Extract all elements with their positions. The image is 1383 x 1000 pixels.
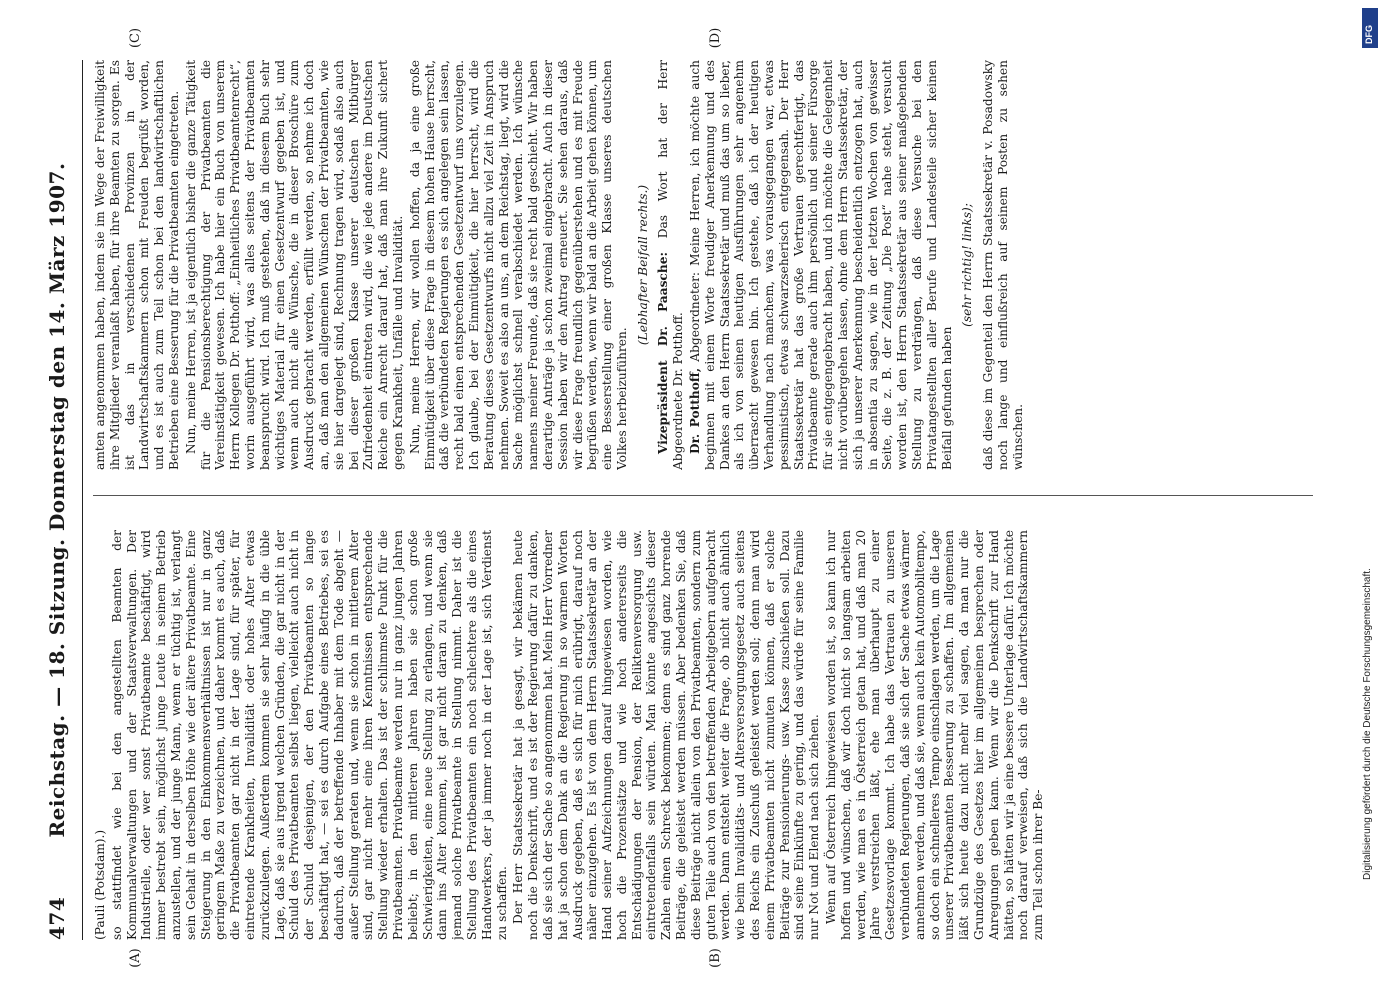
paragraph: Nun, meine Herren, wir wollen hoffen, da ja eine große Einmütigkeit über diese Frage in diesem hohen Hause herrscht, daß die verbündeten Regierungen es sich angelegen sein lassen, recht bald einen entsprechenden Gesetzentwurf uns vorzulegen. Ich glaube, bei der Einmütigkeit, die hier herrscht, wird die Beratung dieses Gesetzentwurfs nicht allzu viel Zeit in Anspruch nehmen. Soweit es also an uns, an dem Reichstag, liegt, wird die Sache möglichst schnell verabschiedet werden. Ich wünsche namens meiner Freunde, daß sie recht bald geschieht. Wir haben derartige Anträge ja schon zweimal eingebracht. Auch in dieser Session haben wir den Antrag erneuert. Sie sehen daraus, daß wir diese Frage freundlich gegenüberstehen und es mit Freude begrüßen werden, wenn wir bald an die Arbeit gehen können, um eine Besserstellung einer großen Klasse unseres deutschen Volkes herbeizuführen. xyxy=(407,60,629,470)
potthoff-speaker: Dr. Potthoff, xyxy=(688,367,703,454)
page-number: 474 xyxy=(45,896,69,940)
vice-president-speaker: Vizepräsident Dr. Paasche: xyxy=(656,252,671,454)
margin-letter-c: (C) xyxy=(128,27,143,49)
page-header xyxy=(45,60,73,940)
left-column xyxy=(93,530,1313,940)
running-title: Reichstag. — 18. Sitzung. Donnerstag den 14. März 1907. xyxy=(45,162,69,838)
paragraph: Der Herr Staatssekretär hat ja gesagt, wir bekämen heute noch die Denkschrift, und es ist der Regierung dafür zu danken, daß sie sich der Sache so angenommen hat. Mein Herr Vorredner hat ja schon dem Dank an die Regierung in so warmen Worten Ausdruck gegeben, daß es sich für mich erübrigt, darauf noch näher einzugehen. Es ist von dem Herrn Staatssekretär an der Hand seiner Aufzeichnungen darauf hingewiesen worden, wie hoch die Prozentsätze und wie hoch andererseits die Entschädigungen der Pension, der Reliktenversorgung usw. eintretendenfalls sein würden. Man könnte angesichts dieser Zahlen einen Schreck bekommen; denn es sind ganz horrende Beiträge, die geleistet werden müssen. Aber bedenken Sie, daß diese Beiträge nicht allein von den Privatbeamten, sondern zum guten Teile auch von den betreffenden Arbeitgebern aufgebracht werden. Dann entsteht weiter die Frage, ob nicht auch ähnlich wie beim Invaliditäts- und Altersversorgungsgesetz auch seitens des Reichs ein Zuschuß geleistet werden soll; denn man wird einem Privatbeamten nicht zumuten können, daß er solche Beiträge zur Pensionierungs- usw. Kasse zuschießen soll. Dazu sind seine Einkünfte zu gering, und das würde für seine Familie nur Not und Elend nach sich ziehen. xyxy=(511,530,822,940)
paragraph: Nun, meine Herren, ist ja eigentlich bisher die ganze Tätigkeit für die Pensionsberechtigung der Privatbeamten die Vereinstätigkeit gewesen. Ich habe hier ein Buch von unserem Herrn Kollegen Dr. Potthoff: „Einheitliches Privatbeamtenrecht“, worin ausgeführt wird, was alles seitens der Privatbeamten beansprucht wird. Ich muß gestehen, daß in diesem Buch sehr wichtiges Material für einen Gesetzentwurf gegeben ist, und wenn auch nicht alle Wünsche, die in dieser Broschüre zum Ausdruck gebracht werden, erfüllt werden, so nehme ich doch an, daß man den allgemeinen Wünschen der Privatbeamten, wie sie hier dargelegt sind, Rechnung tragen wird, sodaß also auch bei dieser großen Klasse unserer deutschen Mitbürger Zufriedenheit eintreten wird, die wie jede andere im Deutschen Reiche ein Anrecht darauf hat, daß man ihre Zukunft sichert gegen Krankheit, Unfälle und Invalidität. xyxy=(183,60,405,470)
header-rule xyxy=(82,60,83,940)
dfg-logo xyxy=(1362,8,1378,48)
speaker-reference: (Pauli (Potsdam).) xyxy=(93,829,107,940)
dfg-logo-text: DFG xyxy=(1364,25,1374,44)
potthoff-text: Abgeordneter: Meine Herren, ich möchte auch beginnen mit einem Worte freudiger Anerkennung und des Dankes an den Herrn Staatssekretär und muß das um so lieber, als ich von seinen heutigen Ausführungen sehr angenehm überrascht gewesen bin. Ich gestehe, daß ich der heutigen Verhandlung nach manchem, was vorausgegangen war, etwas pessimistisch, etwas schwarzseherisch entgegensah. Der Herr Staatssekretär hat das große Vertrauen gerechtfertigt, das Privatbeamte gerade auch ihm persönlich und seiner Fürsorge für sie entgegengebracht haben, und ich möchte die Gelegenheit nicht vorübergehen lassen, ohne dem Herrn Staatssekretär, der sich ja unserer Anerkennung bescheidentlich entzogen hat, auch in absentia zu sagen, wie in der letzten Wochen von gewisser Seite, die z. B. der Zeitung „Die Post“ nahe steht, versucht worden ist, den Herrn Staatssekretär aus seiner maßgebenden Stellung zu verdrängen, daß diese Versuche bei den Privatangestellten aller Berufe und Landesteile sicher keinen Beifall gefunden haben xyxy=(688,60,954,470)
applause-note: (Lebhafter Beifall rechts.) xyxy=(635,184,650,346)
interjection: (sehr richtig! links); xyxy=(960,203,975,327)
margin-letter-b: (B) xyxy=(708,948,723,968)
digitization-credit xyxy=(1362,120,1374,880)
closing-paragraph: daß diese im Gegenteil den Herrn Staatssekretär v. Posadowsky noch lange und einflußreich auf seinem Posten zu sehen wünschen. xyxy=(981,60,1025,470)
digitization-credit-text: Digitalisierung gefördert durch die Deutsche Forschungsgemeinschaft. xyxy=(1362,568,1373,880)
column-divider xyxy=(93,495,1313,496)
vice-president-text: Das Wort hat der Herr Abgeordnete Dr. Potthoff. xyxy=(656,60,686,470)
margin-letter-d: (D) xyxy=(708,27,723,49)
paragraph: Wenn auf Österreich hingewiesen worden ist, so kann ich nur hoffen und wünschen, daß wir doch nicht so langsam arbeiten werden, wie man es in Österreich getan hat, und daß man 20 Jahre verstreichen läßt, ehe man überhaupt zu einer Gesetzesvorlage kommt. Ich habe das Vertrauen zu unseren verbündeten Regierungen, daß sie sich der Sache etwas wärmer annehmen werden, und daß sie, wenn auch kein Automobiltempo, so doch ein schnelleres Tempo einschlagen werden, um die Lage unserer Privatbeamten Besserung zu schaffen. Im allgemeinen läßt sich heute dazu nicht mehr viel sagen, da man nur die Grundzüge des Gesetzes hier im allgemeinen besprechen oder Anregungen geben kann. Wenn wir die Denkschrift zur Hand hätten, so hätten wir ja eine bessere Unterlage dafür. Ich möchte noch darauf verweisen, daß sich die Landwirtschaftskammern zum Teil schon ihrer Be- xyxy=(824,530,1046,940)
right-column xyxy=(93,60,1313,470)
paragraph: amten angenommen haben, indem sie im Wege der Freiwilligkeit ihre Mitglieder veranlaßt haben, für ihre Beamten zu sorgen. Es ist das in verschiedenen Provinzen in der Landwirtschaftskammern schon mit Freuden begrüßt worden, und es ist auch zum Teil schon bei den landwirtschaftlichen Betrieben eine Besserung für die Privatbeamten eingetreten. xyxy=(93,60,181,470)
margin-letter-a: (A) xyxy=(128,948,143,968)
paragraph: so stattfindet wie bei den angestellten Beamten der Kommunalverwaltungen und der Staatsverwaltungen. Der Industrielle, oder wer sonst Privatbeamte beschäftigt, wird immer bestrebt sein, möglichst junge Leute in seinem Betrieb anzustellen, und der junge Mann, wenn er tüchtig ist, verlangt sein Gehalt in derselben Höhe wie der ältere Privatbeamte. Eine Steigerung in den Einkommensverhältnissen ist nur in ganz geringem Maße zu verzeichnen, und daher kommt es auch, daß die Privatbeamten gar nicht in der Lage sind, für später, für eintretende Krankheiten, Invalidität oder hohes Alter etwas zurückzulegen. Außerdem kommen sie sehr häufig in die üble Lage, daß sie aus irgend welchen Gründen, die gar nicht in der Schuld des Privatbeamten selbst liegen, vielleicht auch nicht in der Schuld desjenigen, der den Privatbeamten so lange beschäftigt hat, — sei es durch Aufgabe eines Betriebes, sei es dadurch, daß der betreffende Inhaber mit dem Tode abgeht — außer Stellung geraten und, wenn sie schon in mittlerem Alter sind, gar nicht mehr eine ihren Kenntnissen entsprechende Stellung wieder erhalten. Das ist der schlimmste Punkt für die Privatbeamten. Privatbeamte werden nur in ganz jungen Jahren beliebt; in den mittleren Jahren haben sie schon große Schwierigkeiten, eine neue Stellung zu erlangen, und wenn sie dann ins Alter kommen, ist gar nicht daran zu denken, daß jemand solche Privatbeamte in Stellung nimmt. Daher ist die Stellung des Privatbeamten ein noch schlechtere als die eines Handwerkers, der ja immer noch in der Lage ist, sich Verdienst zu schaffen. xyxy=(109,530,509,940)
